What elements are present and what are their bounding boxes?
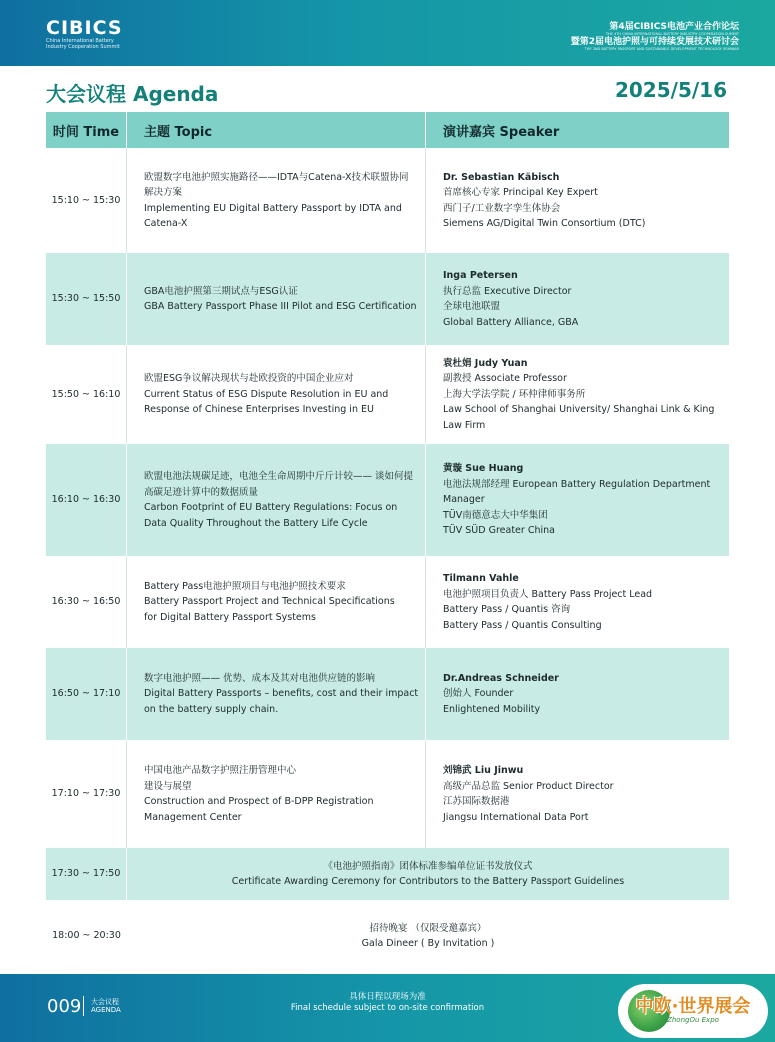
header-band [0,0,775,66]
topic-line: Response of Chinese Enterprises Investing in EU [144,404,374,416]
table-row [46,345,729,444]
speaker-line: Global Battery Alliance, GBA [443,316,579,328]
speaker-cell [426,345,729,444]
topic-line: 数字电池护照—— 优势、成本及其对电池供应链的影响 [144,672,376,684]
logo-text: CIBICS [46,17,123,39]
topic-line: Carbon Footprint of EU Battery Regulations: Focus on [144,502,398,513]
forum-line1-sub: THE 4TH CHINA INTERNATIONAL BATTERY INDUSTRY COOPERATION SUMMIT [605,32,739,36]
topic-line: Implementing EU Digital Battery Passport by IDTA and [144,202,402,214]
forum-title [571,22,739,52]
topic-line: 欧盟ESG争议解决现状与赴欧投资的中国企业应对 [144,373,354,385]
header-speaker: 演讲嘉宾 Speaker [443,124,560,140]
agenda-table [46,112,729,972]
section-label-cn: 大会议程 [91,998,119,1006]
schedule-note-cn: 具体日程以现场为准 [349,992,426,1002]
page-title: 大会议程 Agenda [46,82,219,106]
dinner-row [46,900,729,972]
topic-line: 中国电池产品数字护照注册管理中心 [144,765,297,776]
speaker-name: 黄璇 Sue Huang [443,463,524,475]
forum-line1: 第4届CIBICS电池产业合作论坛 [609,22,739,32]
speaker-line: Jiangsu International Data Port [443,811,589,823]
speaker-line: 电池护照项目负责人 Battery Pass Project Lead [443,588,653,600]
topic-cell [127,253,426,345]
schedule-note-en: Final schedule subject to on-site confirmation [290,1003,485,1013]
time-cell: 15:50 ~ 16:10 [46,345,127,444]
dinner-line: 招待晚宴 （仅限受邀嘉宾） [369,922,487,934]
topic-line: Battery Pass电池护照项目与电池护照技术要求 [144,580,346,592]
topic-line: GBA电池护照第三期试点与ESG认证 [144,285,298,297]
time-cell: 16:10 ~ 16:30 [46,444,127,556]
speaker-cell [426,253,729,345]
speaker-line: Law School of Shanghai University/ Shanghai Link & King [443,404,715,416]
speaker-line: Siemens AG/Digital Twin Consortium (DTC) [443,218,646,229]
time-cell: 17:10 ~ 17:30 [46,740,127,848]
header-time: 时间 Time [46,112,127,148]
time-cell: 16:30 ~ 16:50 [46,556,127,648]
table-row [46,148,729,253]
speaker-line: Manager [443,494,485,506]
page-number: 009 [47,996,82,1017]
topic-cell [127,740,426,848]
speaker-name: Tilmann Vahle [443,573,519,584]
speaker-line: 江苏国际数据港 [443,796,510,807]
speaker-name: 袁杜娟 Judy Yuan [443,357,528,369]
speaker-line: 全球电池联盟 [443,301,501,312]
speaker-name: Inga Petersen [443,270,518,281]
topic-line: Management Center [144,811,242,823]
time-cell: 15:30 ~ 15:50 [46,253,127,345]
speaker-line: 上海大学法学院 / 环仲律师事务所 [443,388,586,400]
topic-line: 建设与展望 [144,780,192,792]
topic-line: Battery Passport Project and Technical Specifications [144,596,395,608]
logo-subtitle: China International Battery Industry Cooperation Summit [46,38,120,50]
ceremony-line: 《电池护照指南》团体标准参编单位证书发放仪式 [323,860,533,872]
time-cell: 16:50 ~ 17:10 [46,648,127,740]
speaker-line: Enlightened Mobility [443,703,541,715]
speaker-line: Law Firm [443,419,486,431]
ceremony-cell [127,848,729,900]
speaker-line: 副教授 Associate Professor [443,373,567,385]
topic-line: 解决方案 [144,187,183,198]
header-topic: 主题 Topic [127,112,426,148]
speaker-cell [426,740,729,848]
speaker-line: 创始人 Founder [443,688,514,700]
expo-name-cn: 中欧·世界展会 [635,996,751,1017]
topic-line: Construction and Prospect of B-DPP Registration [144,796,374,807]
cibics-logo [46,18,136,50]
zhongou-expo-logo [618,984,768,1038]
topic-line: GBA Battery Passport Phase III Pilot and ESG Certification [144,301,417,312]
speaker-line: 首席核心专家 Principal Key Expert [443,187,598,198]
table-row [46,253,729,345]
topic-cell [127,148,426,253]
table-row [46,648,729,740]
time-cell: 17:30 ~ 17:50 [46,848,127,900]
table-row [46,556,729,648]
speaker-line: Battery Pass / Quantis Consulting [443,619,602,631]
forum-line2: 暨第2届电池护照与可持续发展技术研讨会 [570,37,739,47]
speaker-line: TÜV SÜD Greater China [443,525,555,537]
title-row [46,78,729,104]
speaker-cell [426,444,729,556]
table-row [46,444,729,556]
speaker-line: 高级产品总监 Senior Product Director [443,780,614,792]
topic-line: for Digital Battery Passport Systems [144,611,316,623]
speaker-cell [426,148,729,253]
dinner-cell [127,900,729,972]
topic-cell [127,556,426,648]
page-date: 2025/5/16 [614,78,727,102]
ceremony-line: Certificate Awarding Ceremony for Contributors to the Battery Passport Guidelines [231,876,625,887]
table-header [46,112,729,148]
speaker-cell [426,648,729,740]
topic-line: Data Quality Throughout the Battery Life Cycle [144,517,368,529]
speaker-cell [426,556,729,648]
topic-line: 高碳足迹计算中的数据质量 [144,486,259,498]
table-row [46,740,729,848]
section-label-en: AGENDA [91,1006,121,1014]
ceremony-row [46,848,729,900]
speaker-name: 刘锦武 Liu Jinwu [443,765,524,776]
speaker-line: 电池法规部经理 European Battery Regulation Department [443,478,711,490]
time-cell: 15:10 ~ 15:30 [46,148,127,253]
topic-cell [127,345,426,444]
speaker-line: TÜV南德意志大中华集团 [443,509,548,521]
time-cell: 18:00 ~ 20:30 [52,930,121,942]
topic-line: Catena-X [144,218,188,229]
dinner-line: Gala Dineer ( By Invitation ) [361,938,495,949]
expo-name-en: ZhongOu Expo [667,1016,719,1024]
speaker-name: Dr. Sebastian Käbisch [443,171,560,183]
topic-line: on the battery supply chain. [144,703,279,715]
speaker-line: 执行总监 Executive Director [443,285,572,297]
topic-line: 欧盟电池法规碳足迹，电池全生命周期中斤斤计较—— 谈如何提 [144,471,414,482]
speaker-line: 西门子/工业数字孪生体协会 [443,202,561,214]
topic-cell [127,648,426,740]
topic-line: Digital Battery Passports – benefits, cost and their impact [144,688,419,700]
topic-line: 欧盟数字电池护照实施路径——IDTA与Catena-X技术联盟协同 [144,171,409,183]
topic-cell [127,444,426,556]
forum-line2-sub: THE 2ND BATTERY PASSPORT AND SUSTAINABLE DEVELOPMENT TECHNOLOGY SEMINAR [584,47,739,51]
speaker-line: Battery Pass / Quantis 咨询 [443,604,571,615]
speaker-name: Dr.Andreas Schneider [443,672,559,684]
topic-line: Current Status of ESG Dispute Resolution in EU and [144,388,389,400]
